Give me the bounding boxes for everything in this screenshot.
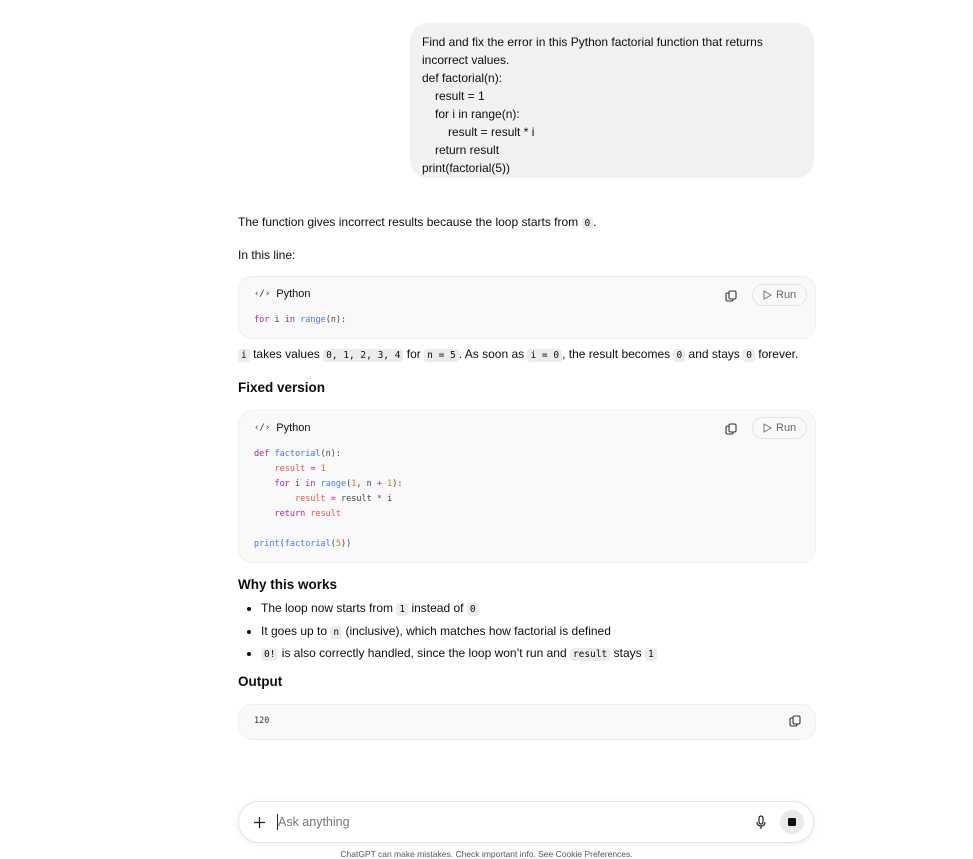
output-block <box>238 704 816 740</box>
text: instead of <box>408 601 467 615</box>
text: for <box>403 347 425 361</box>
fixed-version-heading: Fixed version <box>238 380 326 395</box>
inline-code: i <box>238 349 250 362</box>
stop-button[interactable] <box>780 810 804 834</box>
user-message-intro: Find and fix the error in this Python factorial function that returns incorrect values. <box>422 35 763 67</box>
copy-icon[interactable] <box>725 290 737 302</box>
list-item <box>261 621 657 644</box>
list-item <box>261 598 657 621</box>
inline-code: n <box>330 626 342 639</box>
output-heading: Output <box>238 674 283 689</box>
inline-code: i = 0 <box>527 349 562 362</box>
play-icon <box>763 290 772 300</box>
text: stays <box>610 646 645 660</box>
inline-code: 0 <box>582 217 594 230</box>
list-item <box>261 643 657 666</box>
user-code-line: def factorial(n): <box>422 71 503 85</box>
text: The loop now starts from <box>261 601 397 615</box>
code-icon: ‹/› <box>254 423 271 433</box>
plus-icon[interactable] <box>253 816 266 829</box>
run-label: Run <box>776 422 797 434</box>
user-code-line: for i in range(n): <box>435 107 520 121</box>
code-block-header <box>254 422 311 434</box>
response-paragraph-3 <box>238 345 798 365</box>
code-content: for i in range(n): <box>254 315 347 325</box>
text: It goes up to <box>261 623 331 638</box>
composer <box>238 801 814 843</box>
run-button[interactable] <box>752 417 807 439</box>
response-paragraph-2: In this line: <box>238 248 296 262</box>
inline-code: 0, 1, 2, 3, 4 <box>323 349 403 362</box>
output-value: 120 <box>254 716 270 726</box>
copy-icon[interactable] <box>789 715 801 727</box>
run-button[interactable] <box>752 284 807 306</box>
user-code-line: print(factorial(5)) <box>422 161 511 175</box>
inline-code: 1 <box>396 603 408 616</box>
why-heading: Why this works <box>238 577 338 592</box>
code-language: Python <box>276 422 311 434</box>
inline-code: 1 <box>645 648 657 661</box>
user-message-bubble <box>410 23 814 178</box>
user-code-line: return result <box>435 143 500 157</box>
stop-icon <box>788 818 796 826</box>
text: (inclusive), which matches how factorial is defined <box>342 623 611 638</box>
text: , the result becomes <box>562 347 674 361</box>
text: takes values <box>249 347 324 361</box>
text: and stays <box>685 347 744 361</box>
message-input[interactable] <box>278 812 718 832</box>
inline-code: result <box>570 648 610 661</box>
why-list <box>238 598 657 666</box>
run-label: Run <box>776 289 797 301</box>
text: is also correctly handled, since the loop won’t run and <box>278 646 570 660</box>
text: . <box>593 215 597 229</box>
text: The function gives incorrect results because the loop starts from <box>238 215 582 229</box>
footer-disclaimer: ChatGPT can make mistakes. Check important info. See Cookie Preferences. <box>340 849 633 859</box>
text: forever. <box>754 347 799 361</box>
inline-code: 0 <box>467 603 479 616</box>
text: . As soon as <box>458 347 528 361</box>
code-block-header <box>254 288 311 300</box>
inline-code: n = 5 <box>424 349 459 362</box>
inline-code: 0! <box>261 648 278 661</box>
inline-code: 0 <box>673 349 685 362</box>
play-icon <box>763 423 772 433</box>
copy-icon[interactable] <box>725 423 737 435</box>
response-paragraph-1 <box>238 213 597 233</box>
code-icon: ‹/› <box>254 289 271 299</box>
code-content: def factorial(n): result = 1 for i in range(1, n + 1): result = result * i return result print(factorial(5)) <box>254 449 403 549</box>
inline-code: 0 <box>743 349 755 362</box>
code-block-1 <box>238 276 816 339</box>
code-block-2 <box>238 410 816 563</box>
mic-icon[interactable] <box>755 815 767 830</box>
code-language: Python <box>276 288 311 300</box>
user-code-line: result = result * i <box>448 125 535 139</box>
user-code-line: result = 1 <box>435 89 485 103</box>
